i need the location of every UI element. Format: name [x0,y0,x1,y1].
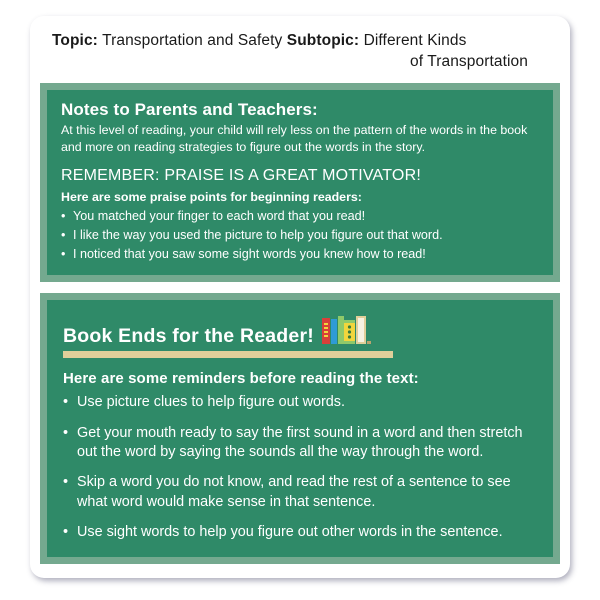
topic-header-line-2 [52,51,552,72]
bookends-panel [40,293,560,563]
topic-header [30,16,570,81]
books-on-shelf-icon [320,314,382,348]
reminders-list [63,393,539,543]
subtopic-value-line1: Different Kinds [363,32,467,49]
bookends-heading-row [63,314,539,347]
topic-header-line-1 [52,30,552,51]
notes-panel [40,83,560,283]
praise-points-list [61,207,539,263]
list-item: • Use sight words to help you figure out other words in the sentence. [63,523,539,542]
list-item: • Skip a word you do not know, and read the rest of a sentence to see what word would make sense in that sentence. [63,473,539,512]
notes-body: At this level of reading, your child will rely less on the pattern of the words in the book and more on reading strategies to figure out the words in the story. [61,123,528,154]
list-item: • Get your mouth ready to say the first sound in a word and then stretch out the word by saying the sounds all the way through the word. [63,424,539,463]
bookshelf-rule [63,351,393,358]
list-item: • You matched your finger to each word that you read! [61,207,539,226]
notes-panel-inner [47,90,553,276]
subtopic-value-line2: of Transportation [409,53,528,71]
bookends-panel-inner [47,300,553,556]
content-card [30,16,570,578]
subtopic-label: Subtopic: [286,32,360,49]
list-item: • I noticed that you saw some sight words you knew how to read! [61,245,539,264]
reminders-lead: Here are some reminders before reading the text: [63,370,419,388]
remember-banner: REMEMBER: PRAISE IS A GREAT MOTIVATOR! [61,167,421,185]
list-item: • Use picture clues to help figure out words. [63,393,539,412]
list-item: • I like the way you used the picture to help you figure out that word. [61,226,539,245]
notes-title: Notes to Parents and Teachers: [61,99,318,119]
topic-value: Transportation and Safety [102,32,283,49]
topic-label: Topic: [52,32,98,49]
praise-lead: Here are some praise points for beginning readers: [61,190,362,205]
bookends-title: Book Ends for the Reader! [63,324,314,347]
